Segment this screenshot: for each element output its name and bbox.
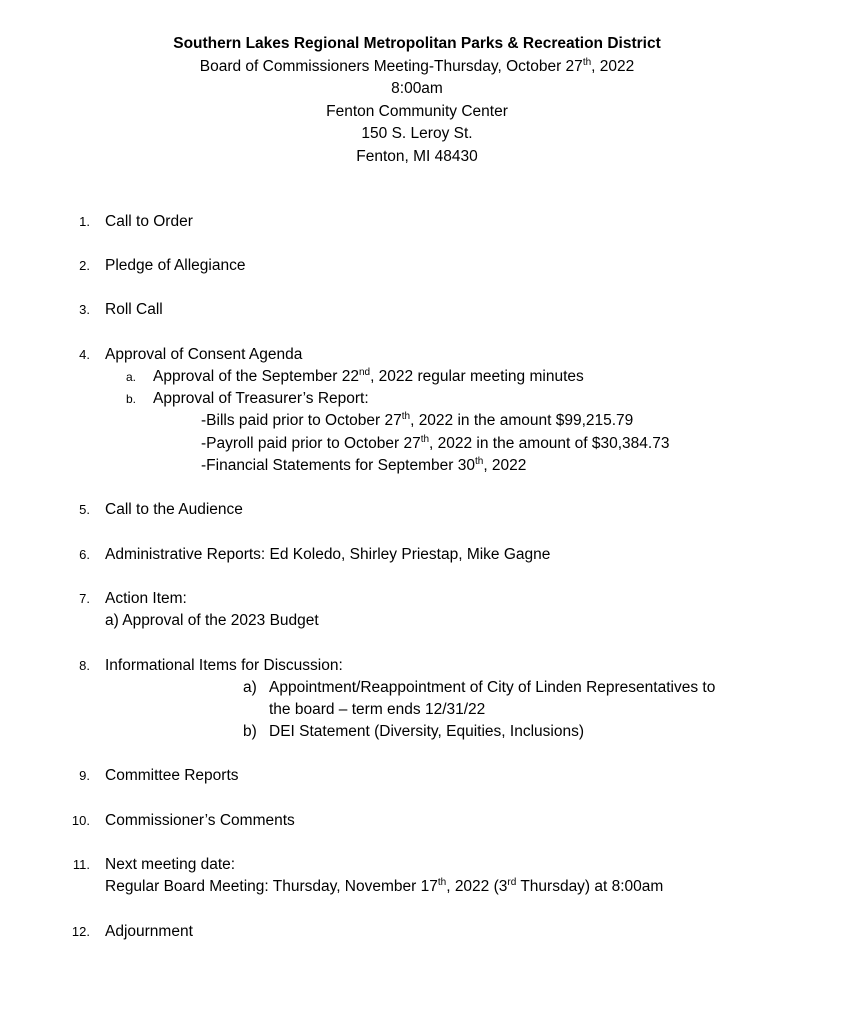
item-title: Call to Order (105, 213, 193, 230)
sub-item-text: Approval of Treasurer’s Report: (153, 390, 369, 407)
meeting-time: 8:00am (391, 80, 443, 97)
item-number: 2. (79, 258, 90, 273)
sub-item-text-cont: the board – term ends 12/31/22 (269, 701, 486, 718)
item-number: 9. (79, 768, 90, 783)
detail-text-part: -Payroll paid prior to October 27 (201, 435, 421, 452)
item-title: Adjournment (105, 923, 193, 940)
detail-text-part: Thursday) at 8:00am (516, 878, 664, 895)
detail-text-part: , 2022 in the amount $99,215.79 (410, 412, 634, 429)
ordinal-sup: rd (507, 877, 517, 888)
item-title: Informational Items for Discussion: (105, 657, 343, 674)
item-number: 8. (79, 658, 90, 673)
item-number: 12. (71, 924, 90, 939)
meeting-title (0, 56, 834, 79)
sub-item-text (153, 366, 584, 388)
item-title: Next meeting date: (105, 856, 236, 873)
item-detail: a) Approval of the 2023 Budget (105, 612, 319, 629)
item-number: 5. (79, 502, 90, 517)
agenda-header (0, 33, 834, 168)
item-number: 6. (79, 547, 90, 562)
item-number: 4. (79, 347, 90, 362)
venue-street: 150 S. Leroy St. (361, 125, 473, 142)
meeting-title-sup: th (582, 56, 592, 68)
ordinal-sup: nd (358, 367, 371, 378)
sub-item-text-part: , 2022 regular meeting minutes (370, 368, 584, 385)
sub-item-text: Appointment/Reappointment of City of Linden Representatives to (269, 679, 716, 696)
sub-item-text: DEI Statement (Diversity, Equities, Inclusions) (269, 723, 584, 740)
item-title: Pledge of Allegiance (105, 257, 246, 274)
detail-text-part: , 2022 (483, 457, 527, 474)
item-number: 10. (71, 813, 90, 828)
item-title: Commissioner’s Comments (105, 812, 295, 829)
item-title: Administrative Reports: Ed Koledo, Shirley Priestap, Mike Gagne (105, 546, 551, 563)
detail-text-part: , 2022 (3 (446, 878, 508, 895)
detail-text-part: , 2022 in the amount of $30,384.73 (429, 435, 670, 452)
detail-text-part: Regular Board Meeting: Thursday, November 17 (105, 878, 438, 895)
item-detail (105, 876, 663, 898)
meeting-venue: Fenton Community Center (326, 102, 508, 120)
item-title: Approval of Consent Agenda (105, 346, 303, 363)
detail-text-part: -Financial Statements for September 30 (201, 457, 475, 474)
item-title: Committee Reports (105, 767, 239, 784)
meeting-title-text: Board of Commissioners Meeting-Thursday, October 27 (199, 57, 583, 75)
venue-city: Fenton, MI 48430 (356, 147, 478, 165)
detail-text-part: -Bills paid prior to October 27 (201, 412, 402, 429)
detail-text (201, 455, 526, 477)
sub-item-label: b. (126, 392, 137, 406)
organization-name: Southern Lakes Regional Metropolitan Parks & Recreation District (173, 35, 661, 52)
meeting-title-year: , 2022 (591, 57, 635, 75)
ordinal-sup: th (474, 456, 484, 467)
item-title: Call to the Audience (105, 501, 243, 518)
detail-text (201, 410, 633, 432)
sub-item-label: a) (243, 679, 257, 696)
sub-item-label: b) (243, 723, 257, 740)
item-number: 1. (79, 214, 90, 229)
detail-text (201, 433, 669, 455)
ordinal-sup: th (437, 877, 447, 888)
sub-item-text-part: Approval of the September 22 (153, 368, 359, 385)
item-number: 3. (79, 302, 90, 317)
item-title: Action Item: (105, 590, 187, 607)
item-number: 11. (72, 857, 90, 872)
ordinal-sup: th (420, 434, 430, 445)
item-title: Roll Call (105, 301, 163, 318)
item-number: 7. (79, 591, 90, 606)
sub-item-label: a. (126, 370, 137, 384)
ordinal-sup: th (401, 411, 411, 422)
